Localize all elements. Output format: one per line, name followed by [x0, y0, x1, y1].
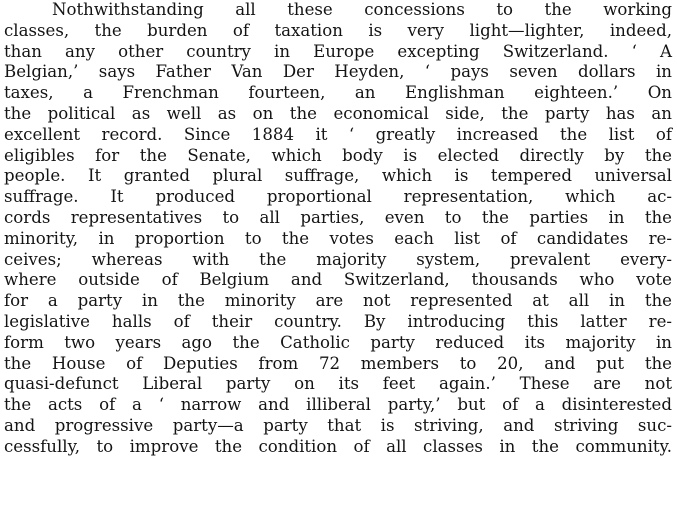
paragraph-line: minority, in proportion to the votes each list of candidates re- — [4, 228, 672, 248]
paragraph-line: than any other country in Europe excepting Switzerland. ‘ A — [4, 41, 672, 61]
paragraph-line: for a party in the minority are not represented at all in the — [4, 291, 672, 311]
paragraph-line: cords representatives to all parties, even to the parties in the — [4, 207, 672, 227]
paragraph-line: cessfully, to improve the condition of all classes in the community. — [4, 436, 672, 456]
paragraph-line: ceives; whereas with the majority system, prevalent every- — [4, 249, 672, 269]
paragraph-line: quasi-defunct Liberal party on its feet again.’ These are not — [4, 374, 672, 394]
paragraph-line: and progressive party—a party that is striving, and striving suc- — [4, 415, 672, 435]
paragraph-line: suffrage. It produced proportional representation, which ac- — [4, 187, 672, 207]
paragraph-line: classes, the burden of taxation is very light—lighter, indeed, — [4, 20, 672, 40]
paragraph-line: the House of Deputies from 72 members to 20, and put the — [4, 353, 672, 373]
paragraph-line: where outside of Belgium and Switzerland, thousands who vote — [4, 270, 672, 290]
paragraph-line: taxes, a Frenchman fourteen, an Englishman eighteen.’ On — [4, 83, 672, 103]
paragraph-line: people. It granted plural suffrage, which is tempered universal — [4, 166, 672, 186]
paragraph-line: legislative halls of their country. By introducing this latter re- — [4, 311, 672, 331]
paragraph-line: form two years ago the Catholic party reduced its majority in — [4, 332, 672, 352]
paragraph-line: Nothwithstanding all these concessions to the working — [52, 0, 672, 19]
paragraph-line: the acts of a ‘ narrow and illiberal party,’ but of a disinterested — [4, 395, 672, 415]
paragraph — [4, 0, 672, 458]
paragraph-line: Belgian,’ says Father Van Der Heyden, ‘ pays seven dollars in — [4, 62, 672, 82]
paragraph-line: eligibles for the Senate, which body is elected directly by the — [4, 145, 672, 165]
paragraph-line: the political as well as on the economical side, the party has an — [4, 103, 672, 123]
paragraph-line: excellent record. Since 1884 it ‘ greatly increased the list of — [4, 124, 672, 144]
